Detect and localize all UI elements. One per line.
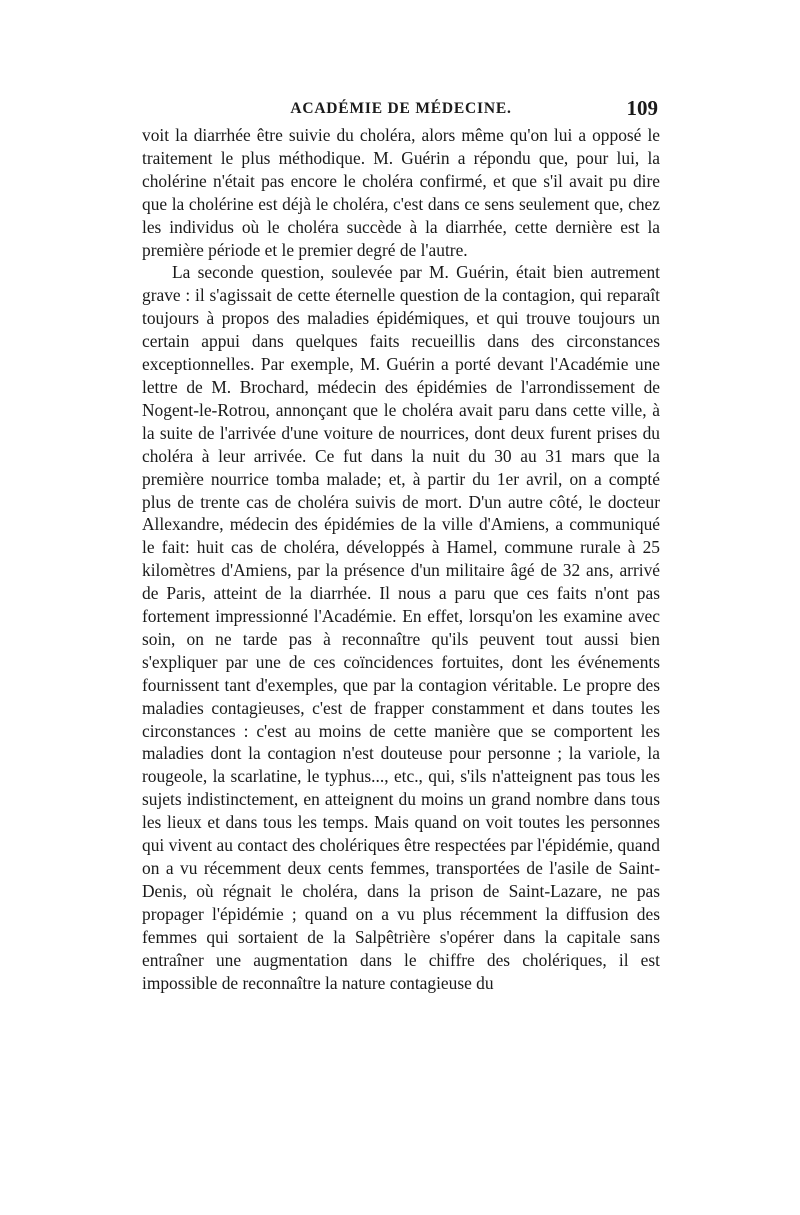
paragraph-2: La seconde question, soulevée par M. Guérin, était bien autrement grave : il s'agissait de cette éternelle question de la contagion, qui reparaît toujours à propos des maladies épidémiques, et qui trouve toujours un certain appui dans quelques faits recueillis dans des circonstances exceptionnelles. Par exemple, M. Guérin a porté devant l'Académie une lettre de M. Brochard, médecin des épidémies de l'arrondissement de Nogent-le-Rotrou, annonçant que le choléra avait paru dans cette ville, à la suite de l'arrivée d'une voiture de nourrices, dont deux furent prises du choléra à leur arrivée. Ce fut dans la nuit du 30 au 31 mars que la première nourrice tomba malade; et, à partir du 1er avril, on a compté plus de trente cas de choléra suivis de mort. D'un autre côté, le docteur Allexandre, médecin des épidémies de la ville d'Amiens, a communiqué le fait: huit cas de choléra, développés à Hamel, commune rurale à 25 kilomètres d'Amiens, par la présence d'un militaire âgé de 32 ans, arrivé de Paris, atteint de la diarrhée. Il nous a paru que ces faits n'ont pas fortement impressionné l'Académie. En effet, lorsqu'on les examine avec soin, on ne tarde pas à reconnaître qu'ils peuvent tout aussi bien s'expliquer par une de ces coïncidences fortuites, dont les événements fournissent tant d'exemples, que par la contagion véritable. Le propre des maladies contagieuses, c'est de frapper constamment et dans toutes les circonstances : c'est au moins de cette manière que se comportent les maladies dont la contagion n'est douteuse pour personne ; la variole, la rougeole, la scarlatine, le typhus..., etc., qui, s'ils n'atteignent pas tous les sujets indistinctement, en atteignent du moins un grand nombre dans tous les lieux et dans tous les temps. Mais quand on voit toutes les personnes qui vivent au contact des cholériques être respectées par l'épidémie, quand on a vu récemment deux cents femmes, transportées de l'asile de Saint-Denis, où régnait le choléra, dans la prison de Saint-Lazare, ne pas propager l'épidémie ; quand on a vu plus récemment la diffusion des femmes qui sortaient de la Salpêtrière s'opérer dans la capitale sans entraîner une augmentation dans le chiffre des cholériques, il est impossible de reconnaître la nature contagieuse du	[142, 262, 660, 993]
running-title: ACADÉMIE DE MÉDECINE.	[290, 100, 512, 117]
running-head	[142, 96, 660, 122]
page-number: 109	[626, 96, 658, 120]
body-text	[142, 124, 660, 994]
paragraph-1: voit la diarrhée être suivie du choléra, alors même qu'on lui a opposé le traitement le plus méthodique. M. Guérin a répondu que, pour lui, la cholérine n'était pas encore le choléra confirmé, et que s'il avait pu dire que la cholérine est déjà le choléra, c'est dans ce sens seulement que, chez les individus où le choléra succède à la diarrhée, cette dernière est la première période et le premier degré de l'autre.	[142, 125, 660, 260]
